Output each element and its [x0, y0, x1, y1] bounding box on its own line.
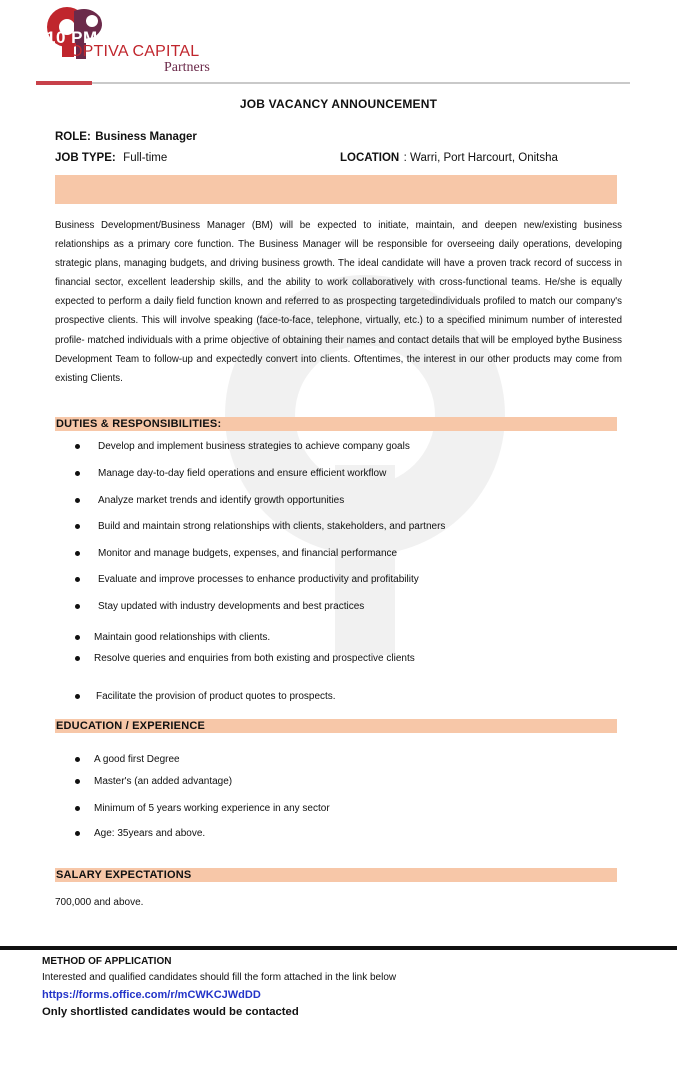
job-type-label: JOB TYPE:	[55, 152, 116, 164]
header-divider-accent	[36, 81, 92, 85]
list-item: Manage day-to-day field operations and ensure efficient workflow	[98, 468, 387, 479]
list-item: Age: 35years and above.	[94, 828, 206, 839]
list-item: Build and maintain strong relationships with clients, stakeholders, and partners	[98, 521, 446, 532]
education-heading: EDUCATION / EXPERIENCE	[56, 720, 206, 732]
location-value: : Warri, Port Harcourt, Onitsha	[403, 152, 558, 164]
bullet-icon	[75, 694, 80, 699]
bullet-icon	[75, 656, 80, 661]
application-text: Interested and qualified candidates should fill the form attached in the link below	[42, 972, 397, 983]
role-line	[55, 127, 197, 145]
list-item: A good first Degree	[94, 754, 180, 765]
application-heading: METHOD OF APPLICATION	[42, 956, 172, 967]
list-item: Facilitate the provision of product quotes to prospects.	[96, 691, 336, 702]
salary-heading: SALARY EXPECTATIONS	[56, 869, 192, 881]
bullet-icon	[75, 577, 80, 582]
bullet-icon	[75, 779, 80, 784]
bullet-icon	[75, 604, 80, 609]
list-item: Monitor and manage budgets, expenses, and financial performance	[98, 548, 398, 559]
highlight-band	[55, 175, 617, 204]
bullet-icon	[75, 635, 80, 640]
role-label: ROLE:	[55, 131, 91, 143]
application-link[interactable]: https://forms.office.com/r/mCWKCJWdDD	[42, 989, 261, 1001]
location-line	[340, 148, 558, 166]
bullet-icon	[75, 806, 80, 811]
list-item: Minimum of 5 years working experience in any sector	[94, 803, 330, 814]
brand-name: OPTIVA CAPITAL	[70, 43, 200, 60]
bullet-icon	[75, 498, 80, 503]
bullet-icon	[75, 551, 80, 556]
section-divider	[0, 946, 677, 950]
list-item: Develop and implement business strategies to achieve company goals	[98, 441, 410, 452]
job-type-line	[55, 148, 167, 166]
list-item: Master's (an added advantage)	[94, 776, 233, 787]
bullet-icon	[75, 444, 80, 449]
duties-heading: DUTIES & RESPONSIBILITIES:	[56, 418, 222, 430]
bullet-icon	[75, 831, 80, 836]
page-title: JOB VACANCY ANNOUNCEMENT	[239, 97, 438, 111]
job-type-value: Full-time	[123, 152, 168, 164]
bullet-icon	[75, 524, 80, 529]
brand-subtitle: Partners	[164, 60, 210, 75]
role-value: Business Manager	[95, 131, 197, 143]
header-divider	[92, 82, 630, 84]
location-label: LOCATION	[340, 152, 400, 164]
application-note: Only shortlisted candidates would be contacted	[42, 1006, 299, 1018]
bullet-icon	[75, 757, 80, 762]
list-item: Maintain good relationships with clients.	[94, 632, 271, 643]
time-overlay: 10 PM	[46, 28, 98, 47]
list-item: Resolve queries and enquiries from both existing and prospective clients	[94, 653, 415, 664]
list-item: Stay updated with industry developments and best practices	[98, 601, 365, 612]
salary-value: 700,000 and above.	[55, 897, 144, 908]
list-item: Evaluate and improve processes to enhance productivity and profitability	[98, 574, 419, 585]
bullet-icon	[75, 471, 80, 476]
list-item: Analyze market trends and identify growth opportunities	[98, 495, 345, 506]
job-description: Business Development/Business Manager (BM) will be expected to initiate, maintain, and deepen new/existing business relationships as a primary core function. The Business Manager will be responsible for overseeing daily operations, developing strategic plans, managing budgets, and driving business growth. The ideal candidate will have a proven track record of success in financial sector, excellent leadership skills, and the ability to work collaboratively with cross-functional teams. He/she is equally expected to perform a daily field function known and referred to as prospecting targetedindividuals profiled to match our company's prospective clients. This will involve speaking (face-to-face, telephone, virtually, etc.) to a specified minimum number of interested profile- matched individuals with a prime objective of obtaining their names and contact details that will be employed bythe Business Development Team to follow-up and expectedly convert into clients. Oftentimes, the interest in our other products may come from existing Clients.	[55, 220, 622, 384]
